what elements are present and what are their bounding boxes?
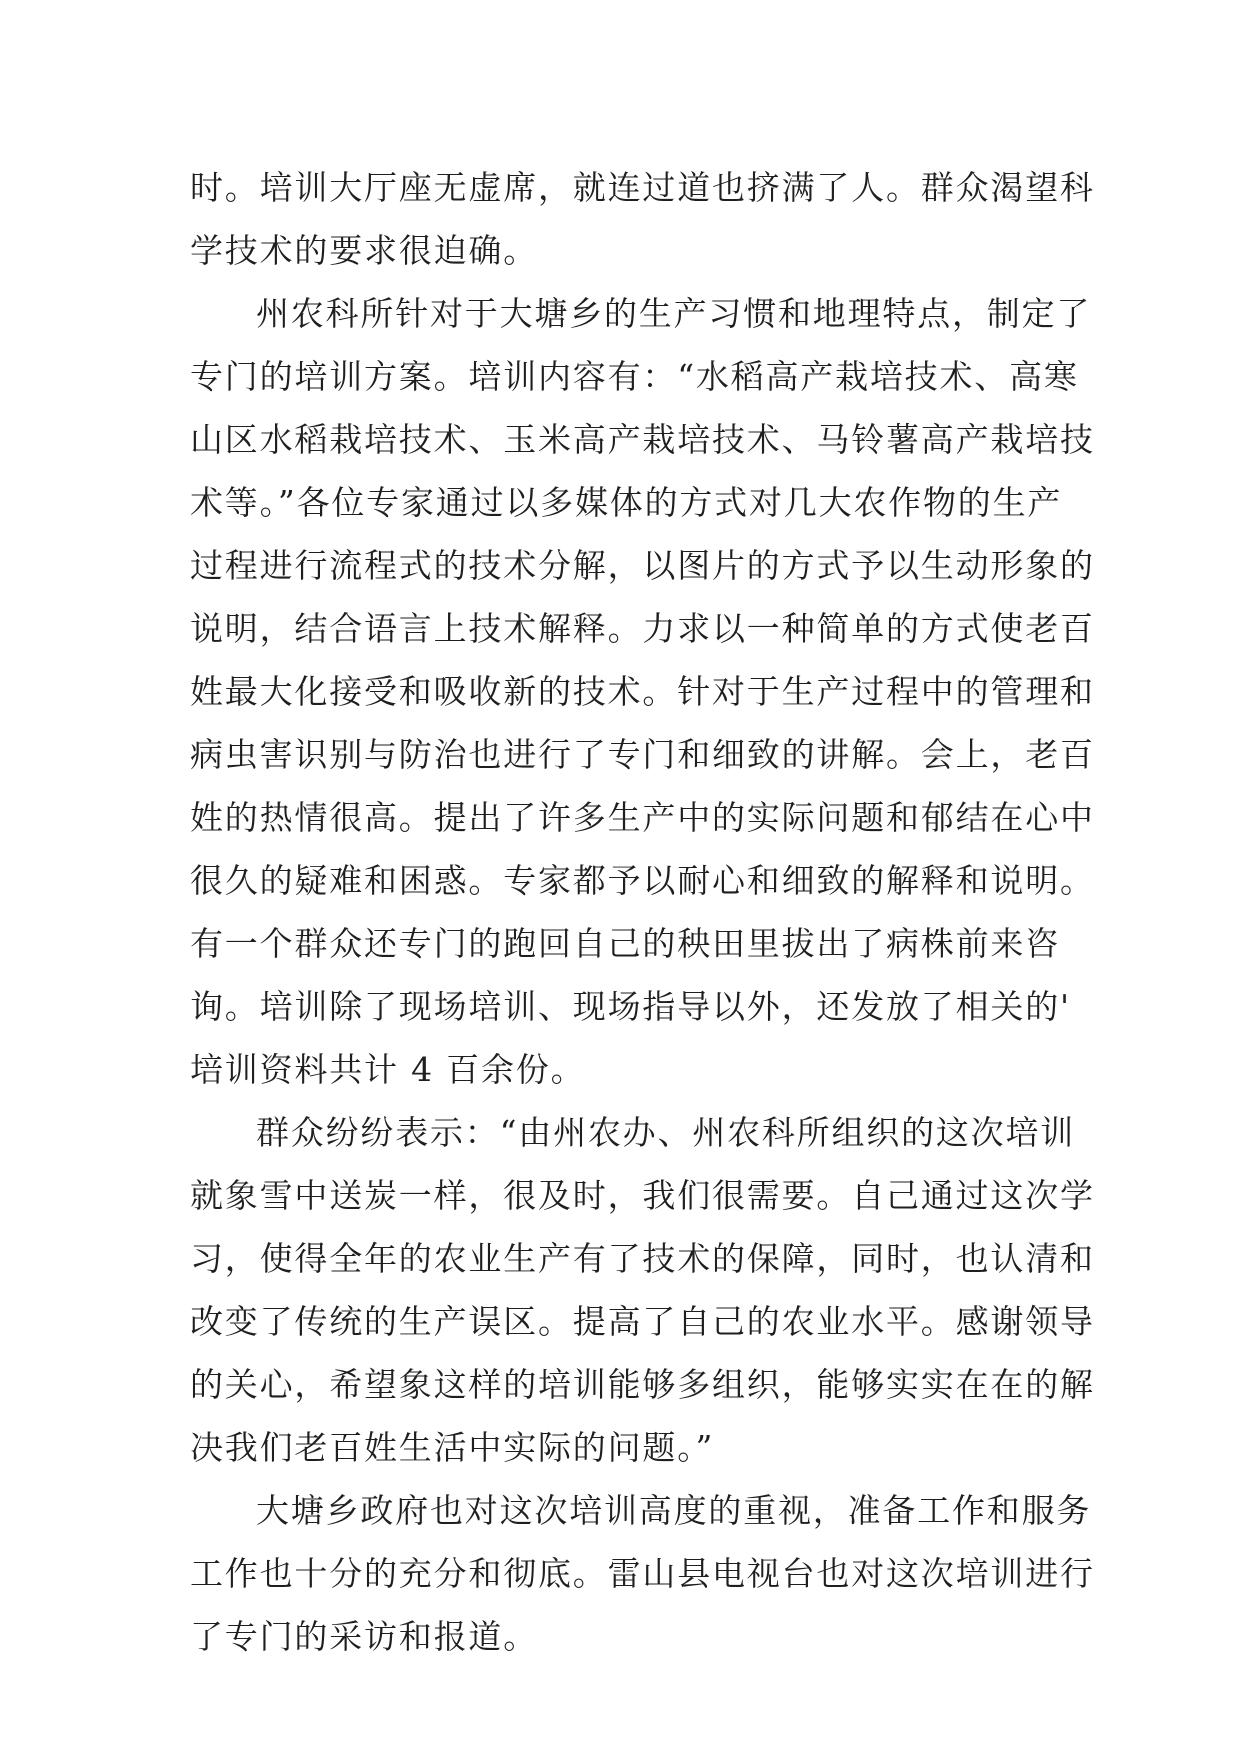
paragraph-4 [190,1479,1095,1668]
paragraph-line: 就象雪中送炭一样，很及时，我们很需要。自己通过这次学 [190,1176,1095,1215]
paragraph-line: 病虫害识别与防治也进行了专门和细致的讲解。会上，老百 [190,735,1095,774]
paragraph-line: 有一个群众还专门的跑回自己的秧田里拔出了病株前来咨 [190,924,1060,963]
paragraph-line: 决我们老百姓生活中实际的问题。” [190,1428,715,1467]
paragraph-line: 很久的疑难和困惑。专家都予以耐心和细致的解释和说明。 [190,861,1095,900]
document-body [190,156,1095,1668]
paragraph-line: 学技术的要求很迫确。 [190,231,538,270]
paragraph-line: 的关心，希望象这样的培训能够多组织，能够实实在在的解 [190,1365,1095,1404]
paragraph-line: 说明，结合语言上技术解释。力求以一种简单的方式使老百 [190,609,1095,648]
paragraph-line: 专门的培训方案。培训内容有：“水稻高产栽培技术、高寒 [190,357,1079,396]
paragraph-line: 了专门的采访和报道。 [190,1617,538,1656]
paragraph-2 [190,282,1095,1101]
paragraph-line: 姓的热情很高。提出了许多生产中的实际问题和郁结在心中 [190,798,1095,837]
paragraph-line: 工作也十分的充分和彻底。雷山县电视台也对这次培训进行 [190,1554,1095,1593]
paragraph-line: 习，使得全年的农业生产有了技术的保障，同时，也认清和 [190,1239,1095,1278]
paragraph-line: 姓最大化接受和吸收新的技术。针对于生产过程中的管理和 [190,672,1095,711]
paragraph-line: 山区水稻栽培技术、玉米高产栽培技术、马铃薯高产栽培技 [190,420,1095,459]
paragraph-1 [190,156,1095,282]
paragraph-line: 时。培训大厅座无虚席，就连过道也挤满了人。群众渴望科 [190,168,1095,207]
paragraph-line: 改变了传统的生产误区。提高了自己的农业水平。感谢领导 [190,1302,1095,1341]
paragraph-line: 培训资料共计 4 百余份。 [190,1050,586,1089]
paragraph-line: 术等。”各位专家通过以多媒体的方式对几大农作物的生产 [190,483,1063,522]
paragraph-line: 大塘乡政府也对这次培训高度的重视，准备工作和服务 [256,1491,1092,1530]
paragraph-3 [190,1101,1095,1479]
paragraph-line: 群众纷纷表示：“由州农办、州农科所组织的这次培训 [256,1113,1076,1152]
paragraph-line: 州农科所针对于大塘乡的生产习惯和地理特点，制定了 [256,294,1092,333]
paragraph-line: 询。培训除了现场培训、现场指导以外，还发放了相关的' [190,987,1071,1026]
paragraph-line: 过程进行流程式的技术分解，以图片的方式予以生动形象的 [190,546,1095,585]
